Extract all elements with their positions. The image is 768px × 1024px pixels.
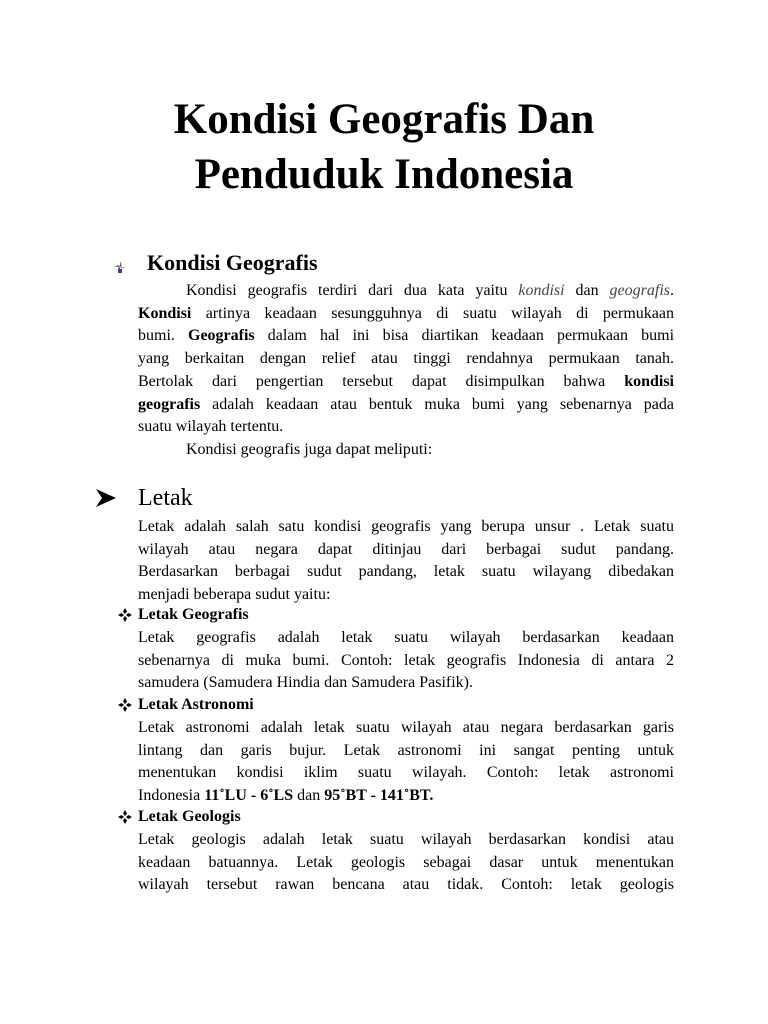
paragraph-line: Kondisi artinya keadaan sesungguhnya di suatu wilayah di permukaan	[138, 304, 674, 322]
letak-intro-paragraph	[138, 516, 674, 607]
paragraph-line: Letak geografis adalah letak suatu wilayah berdasarkan keadaan	[138, 629, 674, 646]
paragraph-line: wilayah atau negara dapat ditinjau dari berbagai sudut pandang.	[138, 540, 674, 558]
document-title	[0, 92, 768, 202]
four-diamond-bullet-icon	[118, 810, 132, 824]
paragraph-line: bumi. Geografis dalam hal ini bisa diartikan keadaan permukaan bumi	[138, 327, 675, 345]
paragraph-line: geografis adalah keadaan atau bentuk muka bumi yang sebenarnya pada	[138, 395, 674, 413]
paragraph-line: Indonesia 11˚LU - 6˚LS dan 95˚BT - 141˚BT.	[138, 787, 434, 805]
letak-geologis-paragraph	[138, 829, 674, 897]
section-heading-label: Kondisi Geografis	[147, 250, 318, 275]
paragraph-line: lintang dan garis bujur. Letak astronomi ini sangat penting untuk	[138, 741, 674, 759]
paragraph-line: Letak geologis adalah letak suatu wilayah berdasarkan kondisi atau	[138, 831, 674, 848]
paragraph-line: menjadi beberapa sudut yaitu:	[138, 586, 331, 604]
four-diamond-bullet-icon	[118, 698, 132, 712]
letak-astronomi-paragraph	[138, 717, 674, 808]
paragraph-line: keadaan batuannya. Letak geologis sebagai dasar untuk menentukan	[138, 853, 674, 871]
paragraph-line: Berdasarkan berbagai sudut pandang, letak suatu wilayang dibedakan	[138, 563, 674, 581]
kondisi-geografis-paragraph	[138, 280, 674, 462]
paragraph-line: suatu wilayah tertentu.	[138, 418, 284, 436]
small-pinwheel-bullet-icon	[114, 261, 126, 273]
paragraph-line: yang berkaitan dengan relief atau tinggi rendahnya permukaan tanah.	[138, 350, 674, 368]
arrowhead-bullet-icon	[96, 488, 116, 508]
title-line-1: Kondisi Geografis Dan	[173, 96, 595, 143]
paragraph-line: menentukan kondisi iklim suatu wilayah. Contoh: letak astronomi	[138, 764, 674, 782]
subsection-heading-label: Letak Geografis	[138, 606, 249, 623]
section-heading-label: Letak	[138, 485, 193, 511]
paragraph-line: sebenarnya di muka bumi. Contoh: letak geografis Indonesia di antara 2	[138, 651, 674, 669]
paragraph-line: Kondisi geografis juga dapat meliputi:	[186, 440, 433, 458]
letak-geografis-paragraph	[138, 627, 674, 695]
paragraph-line: Kondisi geografis terdiri dari dua kata yaitu kondisi dan geografis.	[186, 282, 674, 299]
paragraph-line: Bertolak dari pengertian tersebut dapat disimpulkan bahwa kondisi	[138, 372, 674, 390]
subsection-heading-label: Letak Geologis	[138, 808, 241, 825]
subsection-heading-label: Letak Astronomi	[138, 696, 254, 713]
paragraph-line: wilayah tersebut rawan bencana atau tidak. Contoh: letak geologis	[138, 876, 674, 894]
four-diamond-bullet-icon	[118, 608, 132, 622]
paragraph-line: Letak adalah salah satu kondisi geografis yang berupa unsur . Letak suatu	[138, 518, 674, 535]
paragraph-line: samudera (Samudera Hindia dan Samudera Pasifik).	[138, 674, 474, 692]
paragraph-line: Letak astronomi adalah letak suatu wilayah atau negara berdasarkan garis	[138, 719, 674, 736]
title-line-2: Penduduk Indonesia	[194, 151, 574, 198]
